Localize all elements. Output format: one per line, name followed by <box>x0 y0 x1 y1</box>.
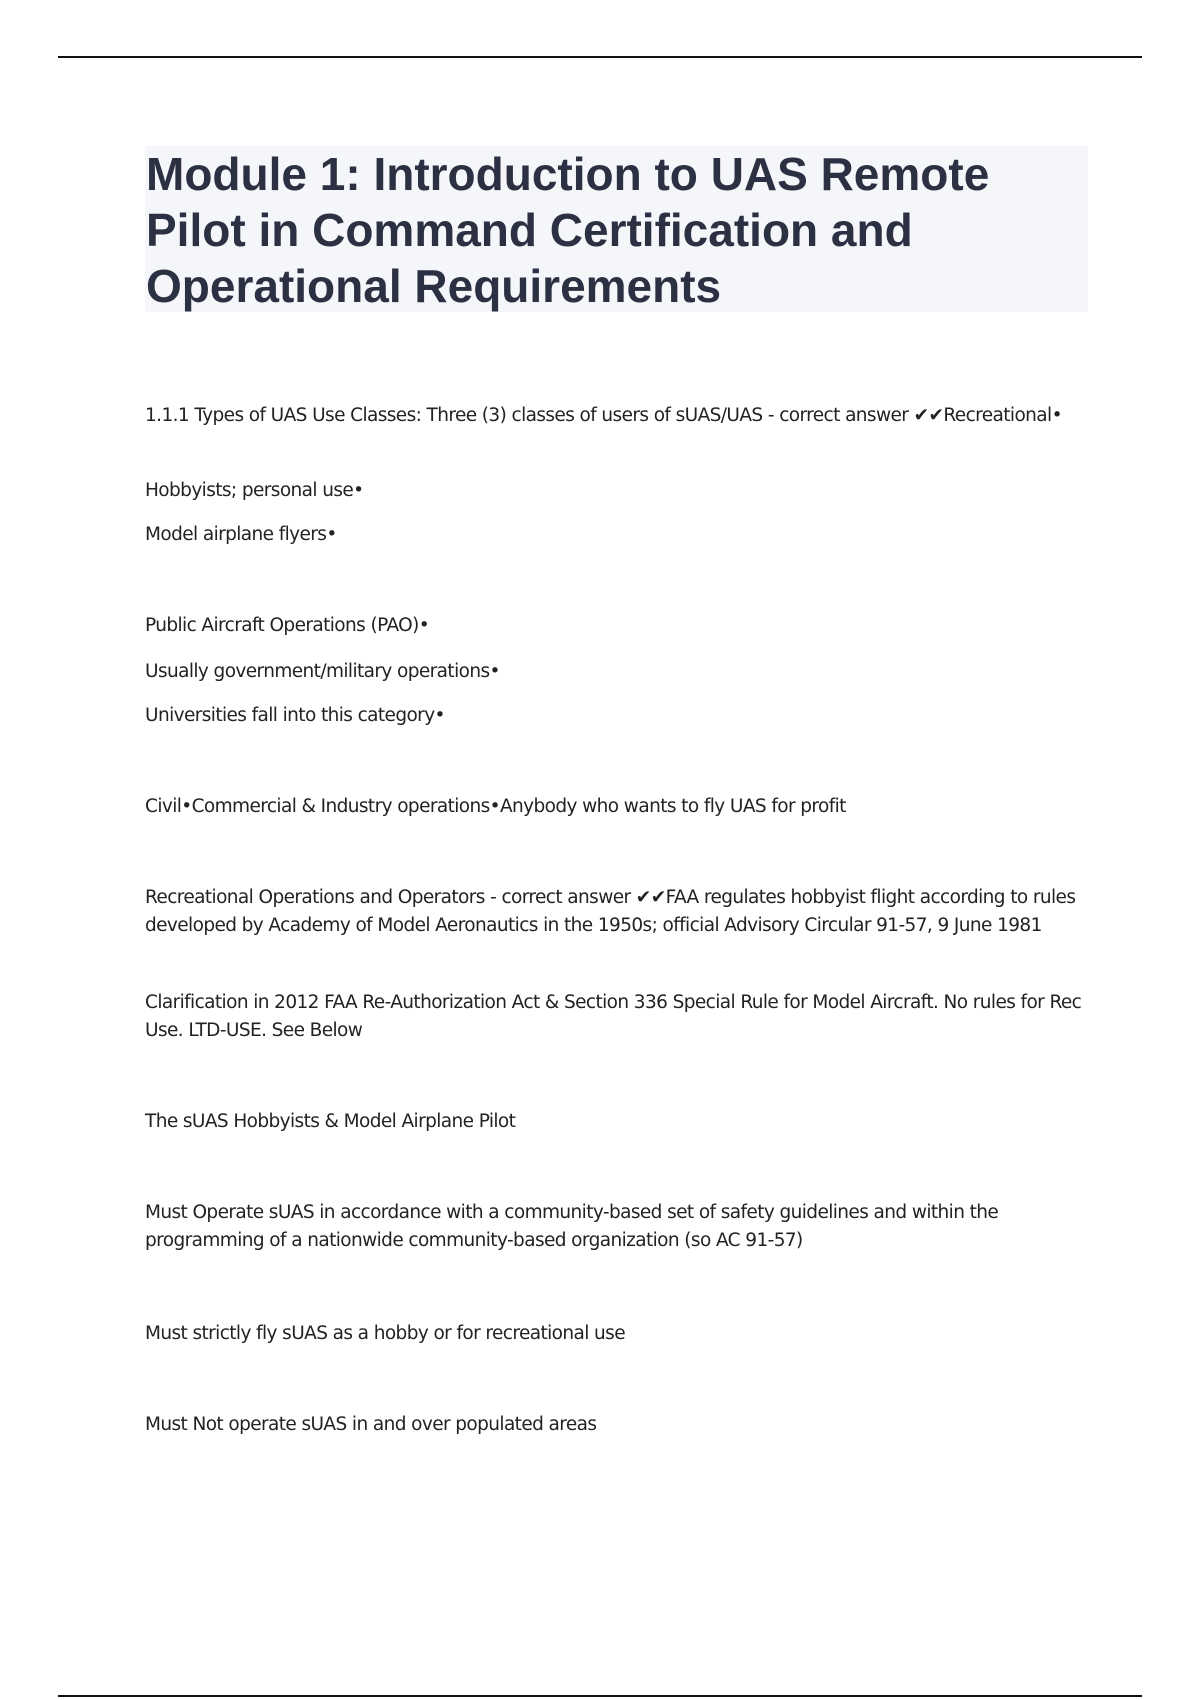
paragraph-model-airplane: Model airplane flyers• <box>145 524 337 545</box>
paragraph-civil: Civil•Commercial & Industry operations•Anybody who wants to fly UAS for profit <box>145 796 846 817</box>
bottom-rule <box>58 1695 1142 1697</box>
paragraph-recreational-use: Must strictly fly sUAS as a hobby or for recreational use <box>145 1323 625 1344</box>
paragraph-hobbyists: Hobbyists; personal use• <box>145 480 364 501</box>
title-banner <box>145 146 1088 312</box>
paragraph-community-guidelines: Must Operate sUAS in accordance with a community-based set of safety guidelines and within the programming of a nationwide community-based organization (so AC 91-57) <box>145 1202 999 1251</box>
paragraph-populated-areas: Must Not operate sUAS in and over populated areas <box>145 1414 597 1435</box>
paragraph-hobbyist-pilot: The sUAS Hobbyists & Model Airplane Pilot <box>145 1111 516 1132</box>
paragraph-pao: Public Aircraft Operations (PAO)• <box>145 615 430 636</box>
paragraph-government: Usually government/military operations• <box>145 661 500 682</box>
top-rule <box>58 56 1142 58</box>
page-title: Module 1: Introduction to UAS Remote Pilot in Command Certification and Operational Requirements <box>146 148 990 312</box>
paragraph-types-of-uas: 1.1.1 Types of UAS Use Classes: Three (3) classes of users of sUAS/UAS - correct answer ✔✔Recreational• <box>145 405 1062 426</box>
paragraph-universities: Universities fall into this category• <box>145 705 445 726</box>
paragraph-clarification: Clarification in 2012 FAA Re-Authorization Act & Section 336 Special Rule for Model Aircraft. No rules for Rec Use. LTD-USE. See Below <box>145 992 1082 1041</box>
paragraph-recreational-operations: Recreational Operations and Operators - correct answer ✔✔FAA regulates hobbyist flight according to rules developed by Academy of Model Aeronautics in the 1950s; official Advisory Circular 91-57, 9 June 1981 <box>145 887 1076 936</box>
